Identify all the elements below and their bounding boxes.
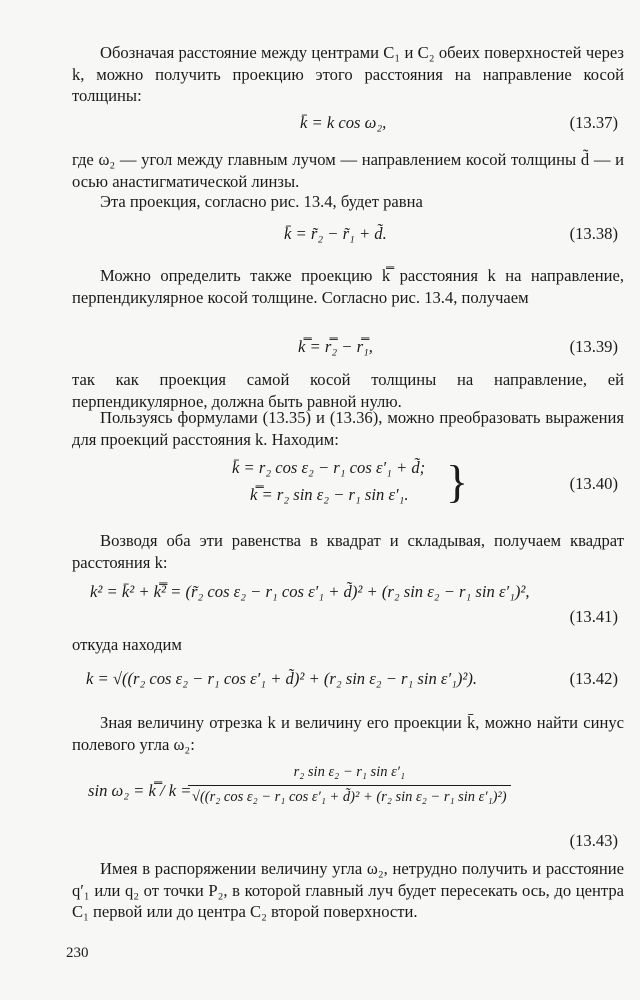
equation-13-43-number <box>72 830 624 858</box>
paragraph-2: где ω₂ — угол между главным лучом — направлением косой толщины d̃ — и осью анастигматической линзы. <box>72 150 624 191</box>
equation-formula: k = √((r₂ cos ε₂ − r₁ cos ε′₁ + d̃)² + (r₂ sin ε₂ − r₁ sin ε′₁)²). <box>86 669 478 688</box>
equation-line-2: k̿ = r₂ sin ε₂ − r₁ sin ε′₁. <box>250 485 409 504</box>
paragraph-4: Можно определить также проекцию k̿ расстояния k на направление, перпендикулярное косой толщине. Согласно рис. 13.4, получаем <box>72 266 624 307</box>
equation-13-42 <box>72 668 624 696</box>
equation-fraction <box>188 762 511 808</box>
equation-13-41 <box>72 581 624 631</box>
equation-13-43 <box>72 762 624 824</box>
paragraph-5: так как проекция самой косой толщины на направление, ей перпендикулярное, должна быть равной нулю. <box>72 370 624 411</box>
equation-number: (13.41) <box>569 607 618 626</box>
equation-line-1: k̄ = r₂ cos ε₂ − r₁ cos ε′₁ + d̃; <box>232 458 426 477</box>
paragraph-8: откуда находим <box>72 635 182 654</box>
paragraph-7: Возводя оба эти равенства в квадрат и складывая, получаем квадрат расстояния k: <box>72 531 624 572</box>
equation-number: (13.42) <box>569 669 618 688</box>
right-brace-icon: } <box>446 456 469 507</box>
equation-formula: k̿ = r̿₂ − r̿₁, <box>298 337 373 356</box>
paragraph-1: Обозначая расстояние между центрами C₁ и C₂ обеих поверхностей через k, можно получить проекцию этого расстояния на направление косой толщины: <box>72 43 624 105</box>
equation-number: (13.37) <box>569 113 618 132</box>
paragraph-6: Пользуясь формулами (13.35) и (13.36), можно преобразовать выражения для проекций расстояния k. Находим: <box>72 408 624 449</box>
equation-formula: k² = k̄² + k̿² = (r̃₂ cos ε₂ − r₁ cos ε′₁ + d̃)² + (r₂ sin ε₂ − r₁ sin ε′₁)², <box>90 582 530 601</box>
equation-13-39 <box>72 336 624 364</box>
equation-formula: k̄ = r̃₂ − r̃₁ + d̃. <box>284 224 387 243</box>
paragraph-9: Зная величину отрезка k и величину его проекции k̄, можно найти синус полевого угла ω₂: <box>72 713 624 754</box>
page-number: 230 <box>66 945 89 961</box>
fraction-numerator: r₂ sin ε₂ − r₁ sin ε′₁ <box>188 762 511 786</box>
fraction-denominator: √((r₂ cos ε₂ − r₁ cos ε′₁ + d̃)² + (r₂ sin ε₂ − r₁ sin ε′₁)²) <box>192 788 507 805</box>
equation-13-40 <box>72 457 624 517</box>
equation-13-38 <box>72 223 624 251</box>
equation-number: (13.39) <box>569 337 618 356</box>
equation-formula: k̄ = k cos ω₂, <box>300 113 387 132</box>
equation-number: (13.43) <box>569 831 618 850</box>
equation-13-37 <box>72 112 624 140</box>
equation-lhs: sin ω₂ = k̿ / k = <box>88 781 192 800</box>
equation-number: (13.40) <box>569 474 618 493</box>
paragraph-10: Имея в распоряжении величину угла ω₂, нетрудно получить и расстояние q′₁ или q₂ от точки P₂, в которой главный луч будет пересекать ось, до центра C₁ первой или до центра C₂ второй поверхности. <box>72 859 624 921</box>
equation-number: (13.38) <box>569 224 618 243</box>
paragraph-3: Эта проекция, согласно рис. 13.4, будет равна <box>100 192 423 211</box>
